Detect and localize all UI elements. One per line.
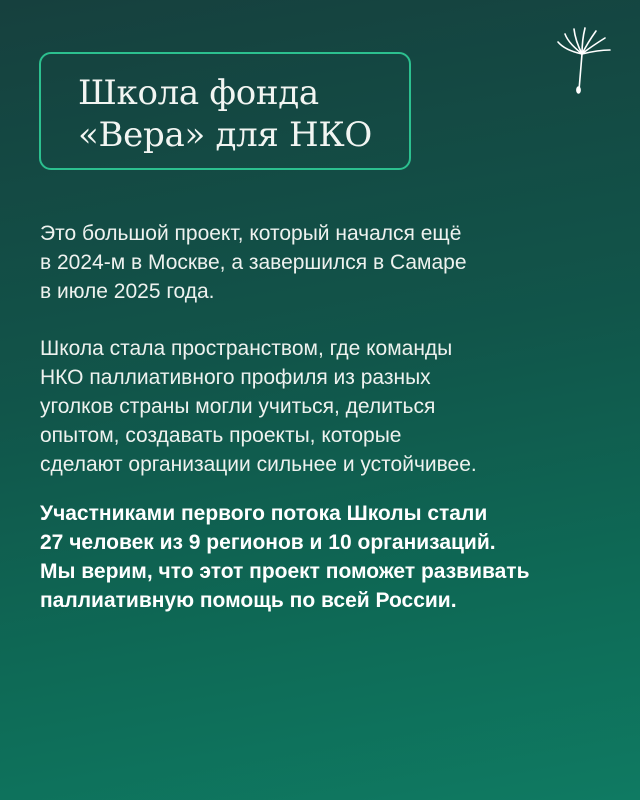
intro-paragraph [40, 219, 610, 306]
intro-line-3: в июле 2025 года. [40, 280, 215, 303]
description-line-1: Школа стала пространством, где команды [40, 337, 453, 360]
description-line-5: сделают организации сильнее и устойчивее. [40, 453, 477, 476]
description-line-3: уголков страны могли учиться, делиться [40, 395, 436, 418]
description-line-2: НКО паллиативного профиля из разных [40, 366, 431, 389]
highlight-line-1: Участниками первого потока Школы стали [40, 502, 488, 525]
description-paragraph [40, 334, 610, 479]
highlight-line-3: Мы верим, что этот проект поможет развивать [40, 560, 530, 583]
intro-line-2: в 2024-м в Москве, а завершился в Самаре [40, 251, 467, 274]
dandelion-seed-icon [555, 26, 613, 96]
intro-line-1: Это большой проект, который начался ещё [40, 222, 462, 245]
title-line-1: Школа фонда [78, 73, 319, 113]
highlight-paragraph [40, 499, 610, 615]
highlight-line-2: 27 человек из 9 регионов и 10 организаций. [40, 531, 496, 554]
highlight-line-4: паллиативную помощь по всей России. [40, 589, 457, 612]
title-box [39, 52, 411, 170]
description-line-4: опытом, создавать проекты, которые [40, 424, 402, 447]
title-line-2: «Вера» для НКО [78, 115, 372, 155]
